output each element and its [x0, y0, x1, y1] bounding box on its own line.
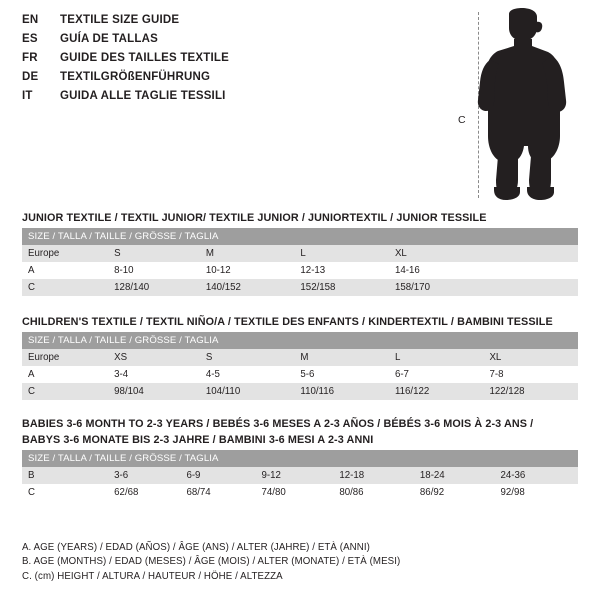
section-junior: [22, 212, 578, 296]
cell: 74/80: [255, 484, 333, 501]
cell: XS: [108, 349, 200, 366]
row-header: C: [22, 383, 108, 400]
cell: 12-13: [294, 262, 389, 279]
cell: 3-6: [108, 467, 180, 484]
junior-size-table: [22, 228, 578, 296]
language-code: FR: [22, 52, 38, 64]
row-header: C: [22, 279, 108, 296]
cell: 98/104: [108, 383, 200, 400]
cell: 92/98: [495, 484, 578, 501]
table-band-row: [22, 332, 578, 349]
toddler-silhouette-icon: [468, 8, 580, 200]
cell: 104/110: [200, 383, 295, 400]
cell: 9-12: [255, 467, 333, 484]
cell: 62/68: [108, 484, 180, 501]
section-title-line-1: BABIES 3-6 MONTH TO 2-3 YEARS / BEBÉS 3-6 MESES A 2-3 AÑOS / BÉBÉS 3-6 MOIS À 2-3 ANS /: [22, 418, 534, 430]
cell: 24-36: [495, 467, 578, 484]
header-row: [22, 52, 442, 71]
table-row: [22, 366, 578, 383]
cell: 140/152: [200, 279, 295, 296]
table-row: [22, 349, 578, 366]
cell: 10-12: [200, 262, 295, 279]
language-code: DE: [22, 71, 39, 83]
row-header: B: [22, 467, 108, 484]
cell: 122/128: [483, 383, 578, 400]
cell: 152/158: [294, 279, 389, 296]
table-row: [22, 262, 578, 279]
section-children: [22, 316, 578, 400]
row-header: Europe: [22, 349, 108, 366]
legend-item-b: B. AGE (MONTHS) / EDAD (MESES) / ÂGE (MOIS) / ALTER (MONATE) / ETÀ (MESI): [22, 556, 401, 567]
cell: M: [294, 349, 389, 366]
cell: S: [108, 245, 200, 262]
band-label: SIZE / TALLA / TAILLE / GRÖSSE / TAGLIA: [22, 450, 578, 467]
cell: 116/122: [389, 383, 484, 400]
cell: 4-5: [200, 366, 295, 383]
table-row: [22, 383, 578, 400]
cell: 80/86: [333, 484, 414, 501]
header-row: [22, 71, 442, 90]
cell: 68/74: [180, 484, 255, 501]
cell: 158/170: [389, 279, 578, 296]
cell: 7-8: [483, 366, 578, 383]
figure-area: [440, 8, 590, 203]
cell: L: [294, 245, 389, 262]
row-header: Europe: [22, 245, 108, 262]
header-title: GUIDA ALLE TAGLIE TESSILI: [60, 90, 226, 102]
table-row: [22, 245, 578, 262]
section-babies: [22, 418, 578, 501]
header-row: [22, 90, 442, 109]
table-row: [22, 279, 578, 296]
table-row: [22, 484, 578, 501]
cell: 110/116: [294, 383, 389, 400]
legend-item-c: C. (cm) HEIGHT / ALTURA / HAUTEUR / HÖHE / ALTEZZA: [22, 570, 283, 582]
cell: M: [200, 245, 295, 262]
cell: S: [200, 349, 295, 366]
header-row: [22, 33, 442, 52]
legend: [22, 541, 582, 585]
legend-item-a: A. AGE (YEARS) / EDAD (AÑOS) / ÂGE (ANS) / ALTER (JAHRE) / ETÀ (ANNI): [22, 541, 370, 553]
cell: 86/92: [414, 484, 495, 501]
row-header: C: [22, 484, 108, 501]
language-header: [22, 14, 442, 109]
section-title-line-2: BABYS 3-6 MONATE BIS 2-3 JAHRE / BAMBINI 3-6 MESI A 2-3 ANNI: [22, 434, 374, 446]
language-code: ES: [22, 33, 38, 45]
cell: 8-10: [108, 262, 200, 279]
cell: 3-4: [108, 366, 200, 383]
cell: L: [389, 349, 484, 366]
children-size-table: [22, 332, 578, 400]
babies-size-table: [22, 450, 578, 501]
section-title: JUNIOR TEXTILE / TEXTIL JUNIOR/ TEXTILE JUNIOR / JUNIORTEXTIL / JUNIOR TESSILE: [22, 212, 487, 224]
measure-label-c: C: [458, 114, 466, 126]
cell: 12-18: [333, 467, 414, 484]
table-row: [22, 467, 578, 484]
header-title: GUÍA DE TALLAS: [60, 33, 158, 45]
section-title: CHILDREN'S TEXTILE / TEXTIL NIÑO/A / TEXTILE DES ENFANTS / KINDERTEXTIL / BAMBINI TESSILE: [22, 316, 553, 328]
cell: XL: [389, 245, 578, 262]
header-row: [22, 14, 442, 33]
cell: 128/140: [108, 279, 200, 296]
row-header: A: [22, 262, 108, 279]
cell: XL: [483, 349, 578, 366]
cell: 5-6: [294, 366, 389, 383]
cell: 18-24: [414, 467, 495, 484]
language-code: EN: [22, 14, 39, 26]
table-band-row: [22, 450, 578, 467]
cell: 6-7: [389, 366, 484, 383]
header-title: TEXTILGRÖßENFÜHRUNG: [60, 71, 211, 83]
table-band-row: [22, 228, 578, 245]
language-code: IT: [22, 90, 33, 102]
row-header: A: [22, 366, 108, 383]
band-label: SIZE / TALLA / TAILLE / GRÖSSE / TAGLIA: [22, 332, 578, 349]
header-title: TEXTILE SIZE GUIDE: [60, 14, 180, 26]
band-label: SIZE / TALLA / TAILLE / GRÖSSE / TAGLIA: [22, 228, 578, 245]
cell: 14-16: [389, 262, 578, 279]
cell: 6-9: [180, 467, 255, 484]
header-title: GUIDE DES TAILLES TEXTILE: [60, 52, 229, 64]
